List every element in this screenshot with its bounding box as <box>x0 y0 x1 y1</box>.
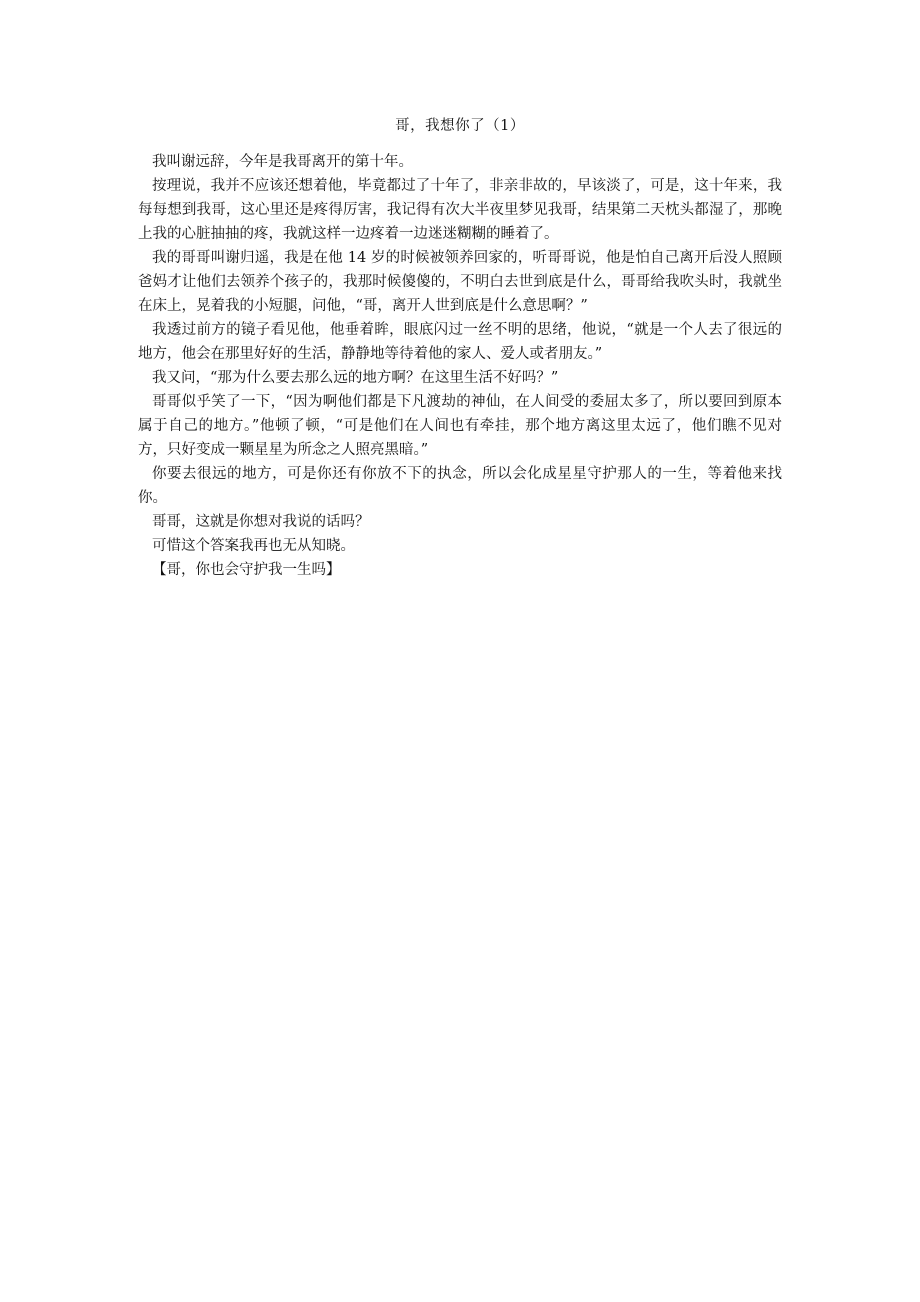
paragraph: 你要去很远的地方，可是你还有你放不下的执念，所以会化成星星守护那人的一生，等着他来找你。 <box>138 466 782 506</box>
paragraph: 我透过前方的镜子看见他，他垂着眸，眼底闪过一丝不明的思绪，他说，“就是一个人去了很远的地方，他会在那里好好的生活，静静地等待着他的家人、爱人或者朋友。” <box>138 322 782 362</box>
document-body <box>138 150 782 582</box>
paragraph: 我又问，“那为什么要去那么远的地方啊？在这里生活不好吗？” <box>152 370 559 386</box>
paragraph: 哥哥，这就是你想对我说的话吗？ <box>152 514 370 530</box>
paragraph: 哥哥似乎笑了一下，“因为啊他们都是下凡渡劫的神仙，在人间受的委屈太多了，所以要回到原本属于自己的地方。”他顿了顿，“可是他们在人间也有牵挂，那个地方离这里太远了，他们瞧不见对方，只好变成一颗星星为所念之人照亮黑暗。” <box>138 394 782 458</box>
paragraph: 我叫谢远辞，今年是我哥离开的第十年。 <box>152 154 413 170</box>
paragraph: 按理说，我并不应该还想着他，毕竟都过了十年了，非亲非故的，早该淡了，可是，这十年来，我每每想到我哥，这心里还是疼得厉害，我记得有次大半夜里梦见我哥，结果第二天枕头都湿了，那晚上我的心脏抽抽的疼，我就这样一边疼着一边迷迷糊糊的睡着了。 <box>138 178 782 242</box>
paragraph: 【哥，你也会守护我一生吗】 <box>152 562 341 578</box>
document-title: 哥，我想你了（1） <box>395 118 525 134</box>
paragraph: 我的哥哥叫谢归遥，我是在他 14 岁的时候被领养回家的，听哥哥说，他是怕自己离开后没人照顾爸妈才让他们去领养个孩子的，我那时候傻傻的，不明白去世到底是什么，哥哥给我吹头时，我就坐在床上，晃着我的小短腿，问他，“哥，离开人世到底是什么意思啊？” <box>138 250 782 314</box>
paragraph: 可惜这个答案我再也无从知晓。 <box>152 538 355 554</box>
